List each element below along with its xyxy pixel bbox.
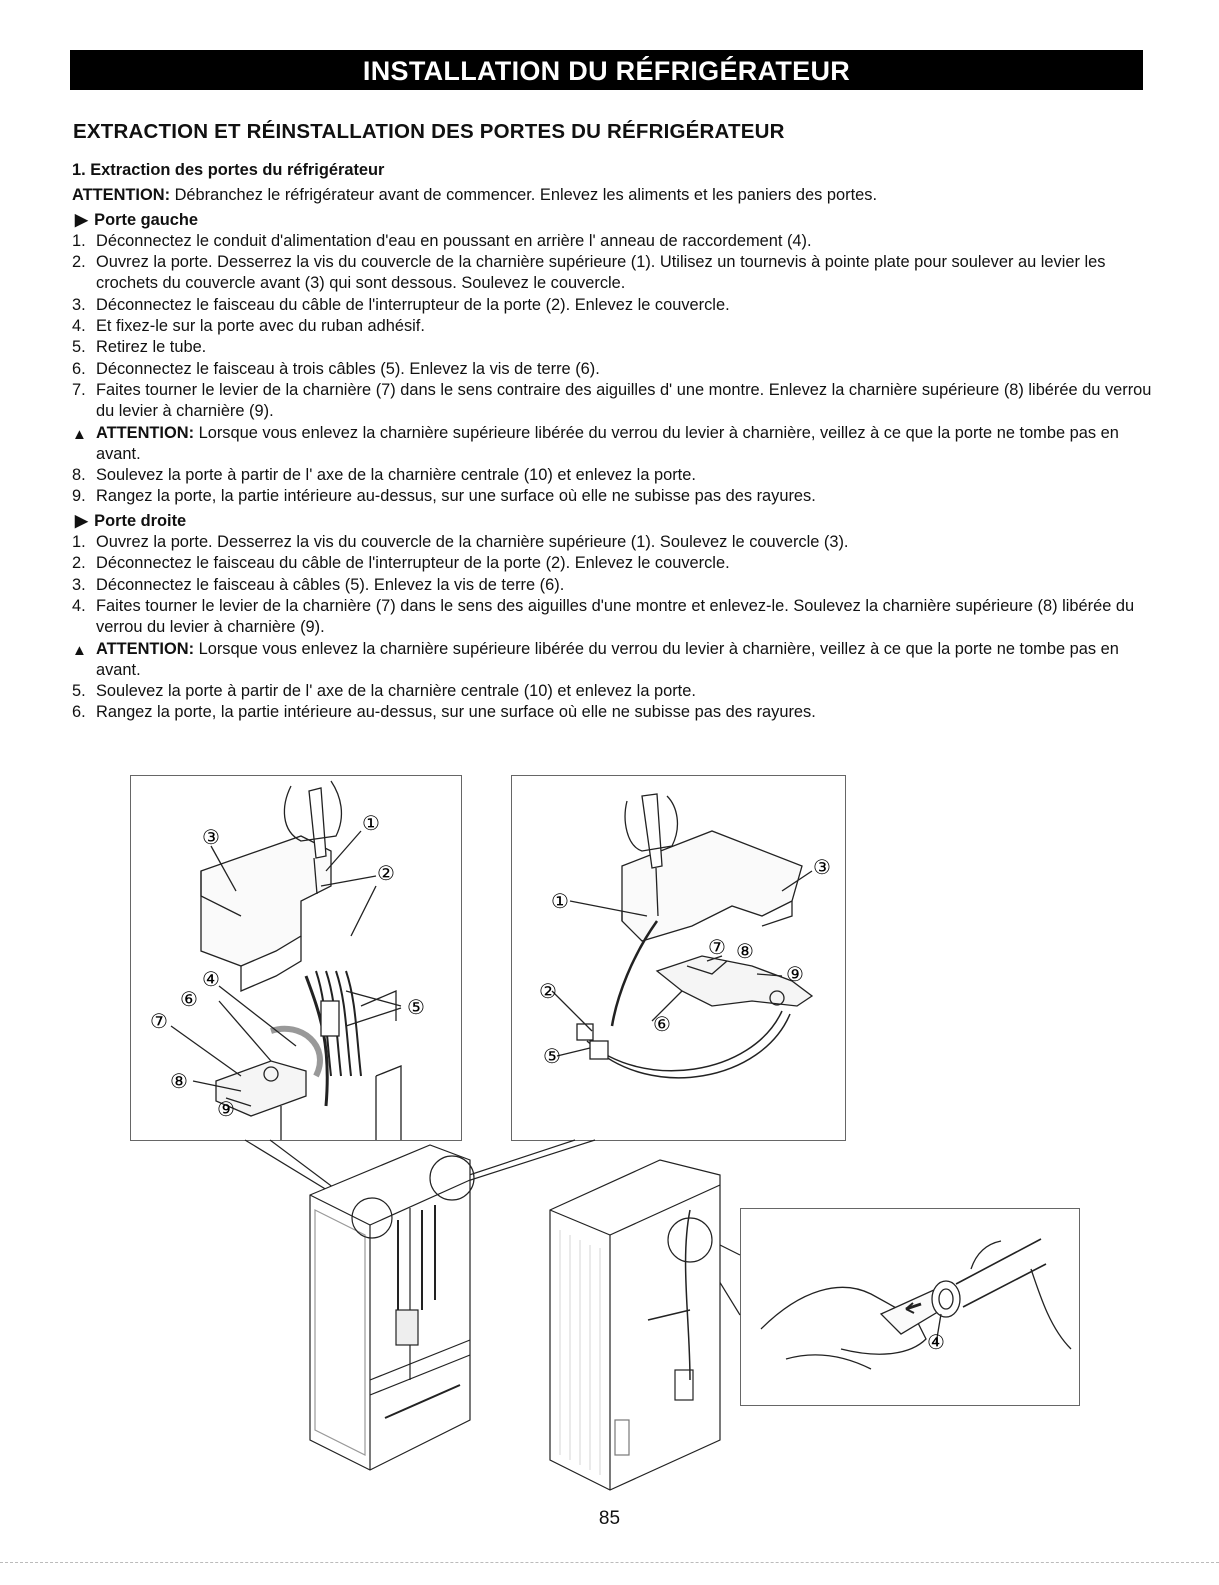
step-text: Ouvrez la porte. Desserrez la vis du couvercle de la charnière supérieure (1). Utilisez un tournevis à pointe plate pour soulever au levier les crochets du couvercle avant (3) qui sont dessous. Soulevez le couvercle. [96,253,1106,293]
step-text: Rangez la porte, la partie intérieure au-dessus, sur une surface où elle ne subisse pas des rayures. [96,487,816,506]
step-number: 4. [72,317,86,336]
subsection-title: 1. Extraction des portes du réfrigérateur [72,161,385,179]
step-text: Déconnectez le faisceau à trois câbles (5). Enlevez la vis de terre (6). [96,359,600,378]
callout-6: ⑥ [653,1014,671,1036]
warning-label: ATTENTION: [96,423,195,442]
left-door-heading-label: Porte gauche [94,210,199,229]
step-text: Déconnectez le faisceau du câble de l'interrupteur de la porte (2). Enlevez le couvercle. [96,295,730,314]
callout-2: ② [539,981,557,1003]
step-text: Soulevez la porte à partir de l' axe de la charnière centrale (10) et enlevez la porte. [96,466,696,485]
section-title: EXTRACTION ET RÉINSTALLATION DES PORTES DU RÉFRIGÉRATEUR [73,120,785,143]
step-text: Retirez le tube. [96,338,207,357]
step-text: Déconnectez le faisceau du câble de l'interrupteur de la porte (2). Enlevez le couvercle. [96,554,730,573]
callout-1: ① [362,813,380,835]
callout-8: ⑧ [170,1071,188,1093]
step-text: Et fixez-le sur la porte avec du ruban adhésif. [96,317,425,336]
attention-label: ATTENTION: [72,186,171,205]
warning-icon: ▲ [72,425,87,443]
step-text: Ouvrez la porte. Desserrez la vis du couvercle de la charnière supérieure (1). Soulevez le couvercle (3). [96,533,849,552]
callout-9: ⑨ [786,964,804,986]
step-text: Soulevez la porte à partir de l' axe de la charnière centrale (10) et enlevez la porte. [96,682,696,701]
callout-1: ① [551,891,569,913]
page-number: 85 [598,1508,621,1529]
step-number: 5. [72,682,86,701]
warning-label: ATTENTION: [96,639,195,658]
callout-3: ③ [813,857,831,879]
callout-8: ⑧ [736,941,754,963]
step-number: 1. [72,231,86,250]
step-number: 5. [72,338,86,357]
footer-divider [0,1562,1219,1563]
step-text: Faites tourner le levier de la charnière (7) dans le sens des aiguilles d'une montre et enlevez-le. Soulevez la charnière supérieure (8) libérée du verrou du levier à charnière (9). [96,596,1135,637]
callout-6: ⑥ [180,989,198,1011]
step-number: 4. [72,596,86,615]
step-text: Déconnectez le faisceau à câbles (5). Enlevez la vis de terre (6). [96,575,565,594]
step-number: 2. [72,253,86,272]
callout-5: ⑤ [543,1046,561,1068]
callout-7: ⑦ [150,1011,168,1033]
step-number: 6. [72,703,86,722]
step-number: 6. [72,359,86,378]
step-text: Déconnectez le conduit d'alimentation d'eau en poussant en arrière l' anneau de raccordement (4). [96,231,812,250]
right-door-heading-label: Porte droite [94,511,187,530]
play-arrow-icon: ▶ [75,511,88,530]
step-number: 3. [72,575,86,594]
callout-2: ② [377,863,395,885]
attention-text: Débranchez le réfrigérateur avant de commencer. Enlevez les aliments et les paniers des portes. [170,186,878,205]
step-number: 3. [72,295,86,314]
step-number: 9. [72,487,86,506]
callout-4: ④ [927,1332,945,1354]
step-text: Faites tourner le levier de la charnière (7) dans le sens contraire des aiguilles d' une montre. Enlevez la charnière supérieure (8) libérée du verrou du levier à charnière (9). [96,380,1152,421]
warning-icon: ▲ [72,641,87,659]
step-text: Rangez la porte, la partie intérieure au-dessus, sur une surface où elle ne subisse pas des rayures. [96,703,816,722]
callout-5: ⑤ [407,997,425,1019]
step-number: 7. [72,380,86,399]
step-number: 1. [72,533,86,552]
step-number: 8. [72,466,86,485]
warning-text: Lorsque vous enlevez la charnière supérieure libérée du verrou du levier à charnière, veillez à ce que la porte ne tombe pas en avant. [96,639,1119,679]
page-banner: INSTALLATION DU RÉFRIGÉRATEUR [70,50,1143,90]
warning-text: Lorsque vous enlevez la charnière supérieure libérée du verrou du levier à charnière, veillez à ce que la porte ne tombe pas en avant. [96,423,1119,463]
callout-4: ④ [202,969,220,991]
step-number: 2. [72,554,86,573]
callout-7: ⑦ [708,937,726,959]
callout-9: ⑨ [217,1099,235,1121]
play-arrow-icon: ▶ [75,210,88,229]
callout-3: ③ [202,827,220,849]
